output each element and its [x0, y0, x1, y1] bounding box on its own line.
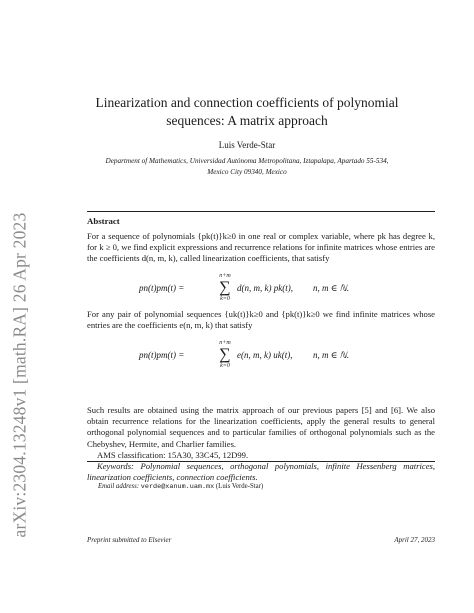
- equation-1-lower-limit: k=0: [220, 296, 230, 302]
- email-label: Email address:: [98, 483, 140, 490]
- equation-2-lower-limit: k=0: [220, 363, 230, 369]
- summation-sign: ∑: [219, 346, 231, 363]
- equation-2-condition: n, m ∈ ℕ.: [313, 350, 350, 360]
- arxiv-sidebar-stamp: [2, 155, 38, 595]
- equation-connection: [87, 342, 435, 370]
- keywords: Keywords: Polynomial sequences, orthogonal polynomials, infinite Hessenberg matrices, linearization coefficients, connection coefficients.: [87, 461, 435, 483]
- equation-2-rhs: e(n, m, k) uk(t),: [237, 350, 293, 360]
- abstract-top-rule: [87, 211, 435, 212]
- abstract-paragraph-2: For any pair of polynomial sequences {uk(t)}k≥0 and {pk(t)}k≥0 we find infinite matrices whose entries are the coefficients e(n, m, k) that satisfy: [87, 309, 435, 331]
- abstract-paragraph-1: For a sequence of polynomials {pk(t)}k≥0 in one real or complex variable, where pk has degree k, for k ≥ 0, we find explicit expressions and recurrence relations for infinite matrices whose entries are the coefficients d(n, m, k), called linearization coefficients, that satisfy: [87, 231, 435, 264]
- paper-title: [60, 94, 434, 130]
- abstract-summary: Such results are obtained using the matrix approach of our previous papers [5] and [6]. We also obtain recurrence relations for the linearization coefficients, apply the general results to general orthogonal polynomial sequences and to particular families of orthogonal polynomials such as the Chebyshev, Hermite, and Charlier families.: [87, 405, 435, 449]
- title-line-2: sequences: A matrix approach: [166, 113, 328, 128]
- summation-sign: ∑: [219, 279, 231, 296]
- equation-1-upper-limit: n+m: [219, 273, 231, 279]
- equation-2-sum: [215, 340, 235, 370]
- equation-1-lhs: pn(t)pm(t) =: [139, 283, 185, 293]
- author-name: Luis Verde-Star: [218, 140, 276, 150]
- affiliation-line-2: Mexico City 09340, Mexico: [207, 167, 287, 176]
- affiliation-line-1: Department of Mathematics, Universidad Autónoma Metropolitana, Iztapalapa, Apartado 55-534,: [105, 157, 389, 165]
- email-link[interactable]: verde@xanum.uam.mx: [140, 483, 215, 491]
- abstract-paragraph-3: [87, 405, 435, 483]
- preprint-notice: Preprint submitted to Elsevier: [87, 536, 172, 544]
- ams-classification: AMS classification: 15A30, 33C45, 12D99.: [97, 449, 249, 460]
- equation-1-sum: [215, 273, 235, 303]
- equation-2-lhs: pn(t)pm(t) =: [139, 350, 185, 360]
- equation-1-condition: n, m ∈ ℕ.: [313, 283, 350, 293]
- arxiv-identifier: arXiv:2304.13248v1 [math.RA] 26 Apr 2023: [9, 212, 30, 538]
- footnote-email: [98, 483, 263, 491]
- email-owner: (Luis Verde-Star): [215, 483, 264, 490]
- abstract-bottom-rule: [87, 461, 435, 462]
- title-line-1: Linearization and connection coefficients of polynomial: [95, 95, 399, 110]
- equation-2-upper-limit: n+m: [219, 340, 231, 346]
- equation-linearization: [87, 275, 435, 303]
- abstract-heading: Abstract: [87, 216, 120, 226]
- preprint-date: April 27, 2023: [394, 536, 435, 544]
- author-affiliation: [80, 156, 414, 177]
- equation-1-rhs: d(n, m, k) pk(t),: [237, 283, 293, 293]
